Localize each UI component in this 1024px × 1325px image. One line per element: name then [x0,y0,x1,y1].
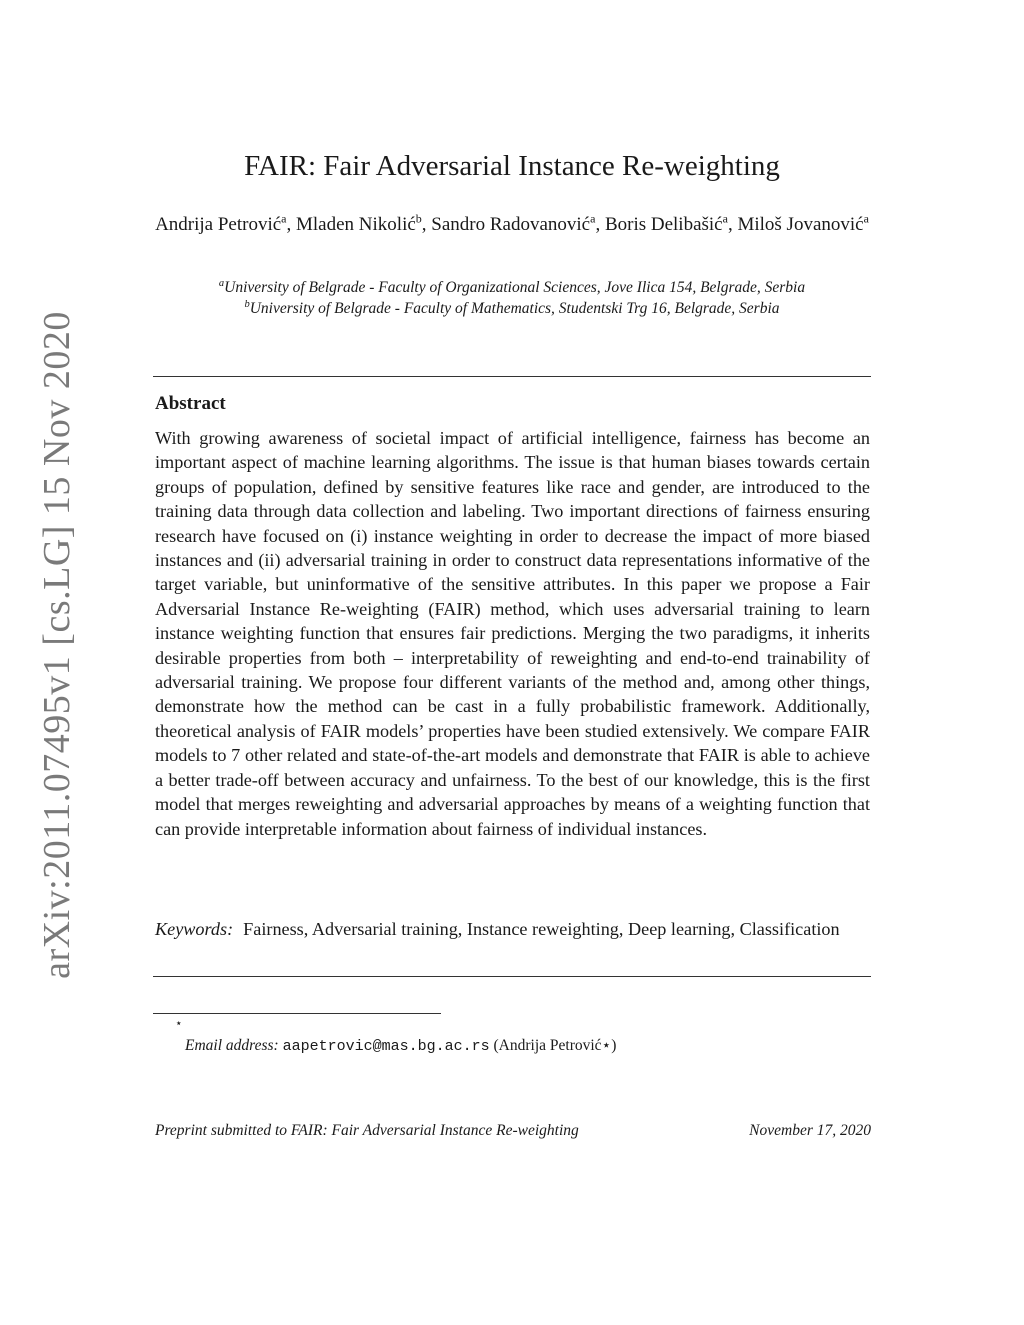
abstract-heading: Abstract [155,393,226,414]
keywords-text: Fairness, Adversarial training, Instance reweighting, Deep learning, Classification [243,919,840,939]
keywords-label: Keywords: [155,919,234,939]
author-affil-mark: a [281,211,287,226]
footnote-star-mark: ⋆ [175,1016,183,1030]
preprint-footer [155,1122,871,1140]
author-affil-mark: a [722,211,728,226]
affiliation-mark: a [218,277,225,289]
preprint-date: November 17, 2020 [749,1122,871,1139]
author-name: Miloš Jovanović [737,214,864,235]
footnote-email [185,1036,616,1055]
affiliation-line [120,298,904,319]
affiliation-list [120,277,904,319]
author-affil-mark: a [863,211,869,226]
preprint-note: Preprint submitted to FAIR: Fair Adversarial Instance Re-weighting [155,1122,579,1139]
abstract-top-rule [153,376,871,377]
email-address-link[interactable]: aapetrovic@mas.bg.ac.rs [282,1038,490,1055]
abstract-bottom-rule [153,976,871,977]
affiliation-line [120,277,904,298]
arxiv-identifier-stamp: arXiv:2011.07495v1 [cs.LG] 15 Nov 2020 [36,311,78,979]
email-label: Email address: [185,1037,279,1054]
author-name: Mladen Nikolić [296,214,416,235]
author-name: Sandro Radovanović [431,214,591,235]
abstract-body: With growing awareness of societal impact of artificial intelligence, fairness has become an important aspect of machine learning algorithms. The issue is that human biases towards certain groups of population, defined by sensitive features like race and gender, are introduced to the training data through data collection and labeling. Two important directions of fairness ensuring research have focused on (i) instance weighting in order to decrease the impact of more biased instances and (ii) adversarial training in order to construct data representations informative of the target variable, but uninformative of the sensitive attributes. In this paper we propose a Fair Adversarial Instance Re-weighting (FAIR) method, which uses adversarial training to learn instance weighting function that ensures fair predictions. Merging the two paradigms, it inherits desirable properties from both – interpretability of reweighting and end-to-end trainability of adversarial training. We propose four different variants of the method and, among other things, demonstrate how the method can be cast in a fully probabilistic framework. Additionally, theoretical analysis of FAIR models’ properties have been studied extensively. We compare FAIR models to 7 other related and state-of-the-art models and demonstrate that FAIR is able to achieve a better trade-off between accuracy and unfairness. To the best of our knowledge, this is the first model that merges reweighting and adversarial approaches by means of a weighting function that can provide interpretable information about fairness of individual instances. [155,428,870,839]
paper-title: FAIR: Fair Adversarial Instance Re-weighting [244,150,780,182]
email-owner: (Andrija Petrović⋆) [493,1037,617,1054]
author-affil-mark: b [415,211,422,226]
footnote-rule [153,1013,441,1014]
affiliation-text: University of Belgrade - Faculty of Organizational Sciences, Jove Ilica 154, Belgrade, Serbia [224,279,806,296]
affiliation-mark: b [244,298,250,310]
author-name: Andrija Petrović [155,214,282,235]
affiliation-text: University of Belgrade - Faculty of Mathematics, Studentski Trg 16, Belgrade, Serbia [249,300,780,317]
author-affil-mark: a [590,211,596,226]
keywords-block [155,917,870,941]
author-name: Boris Delibašić [604,214,723,235]
author-list: Andrija Petrović$^a$, Mladen Nikolić$^b$, Sandro Radovanović$^a$, Boris Delibašić$^a$, Miloš Jovanović$^a$ [155,211,869,235]
